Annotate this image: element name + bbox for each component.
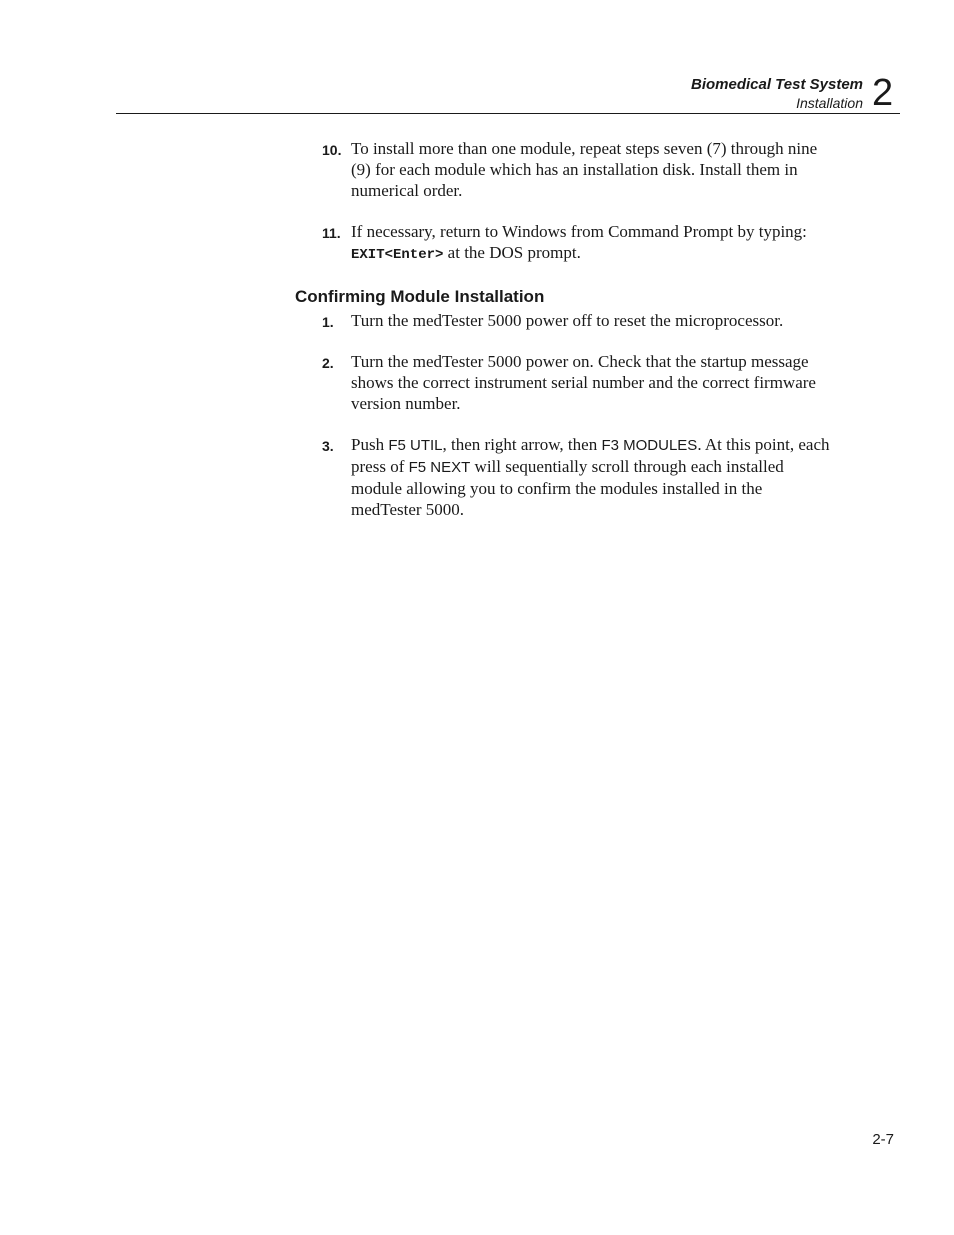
step-text: Turn the medTester 5000 power on. Check that the startup message shows the correct instrument serial number and the correct firmware version number. [351, 352, 816, 413]
chapter-number: 2 [872, 72, 894, 114]
step-text-part: will sequentially scroll through each installed module allowing you to confirm the modules installed in the medTester 5000. [351, 457, 784, 519]
step-10 [322, 138, 832, 201]
step-11 [322, 221, 832, 266]
step-number: 11. [322, 225, 341, 241]
section-heading: Confirming Module Installation [295, 287, 545, 306]
header-title: Biomedical Test System [690, 76, 863, 93]
step-number: 3. [322, 438, 334, 454]
step-text-part: . At this point, each press of [351, 435, 830, 476]
step-text: Turn the medTester 5000 power off to reset the microprocessor. [351, 311, 784, 330]
confirm-step-2 [322, 351, 832, 414]
key-f5-util: F5 UTIL [388, 437, 443, 454]
step-text-part: at the DOS prompt. [443, 243, 581, 262]
step-text-part: If necessary, return to Windows from Command Prompt by typing: [351, 222, 807, 241]
header-titles [691, 76, 863, 112]
step-number: 10. [322, 142, 342, 158]
step-text: To install more than one module, repeat steps seven (7) through nine (9) for each module which has an installation disk. Install them in numerical order. [351, 139, 818, 200]
step-text-part: , then right arrow, then [442, 435, 602, 454]
step-number: 2. [322, 355, 334, 371]
step-text [351, 434, 832, 520]
header-divider [116, 113, 900, 114]
key-f3-modules: F3 MODULES [601, 437, 698, 454]
step-number: 1. [322, 314, 334, 330]
command-code: EXIT<Enter> [351, 247, 444, 263]
step-text [351, 221, 832, 266]
page-number: 2-7 [872, 1131, 894, 1148]
key-f5-next: F5 NEXT [408, 459, 471, 476]
confirm-step-1 [322, 310, 832, 331]
confirm-step-3 [322, 434, 832, 520]
step-text-part: Push [351, 435, 389, 454]
header-subtitle: Installation [796, 95, 863, 111]
